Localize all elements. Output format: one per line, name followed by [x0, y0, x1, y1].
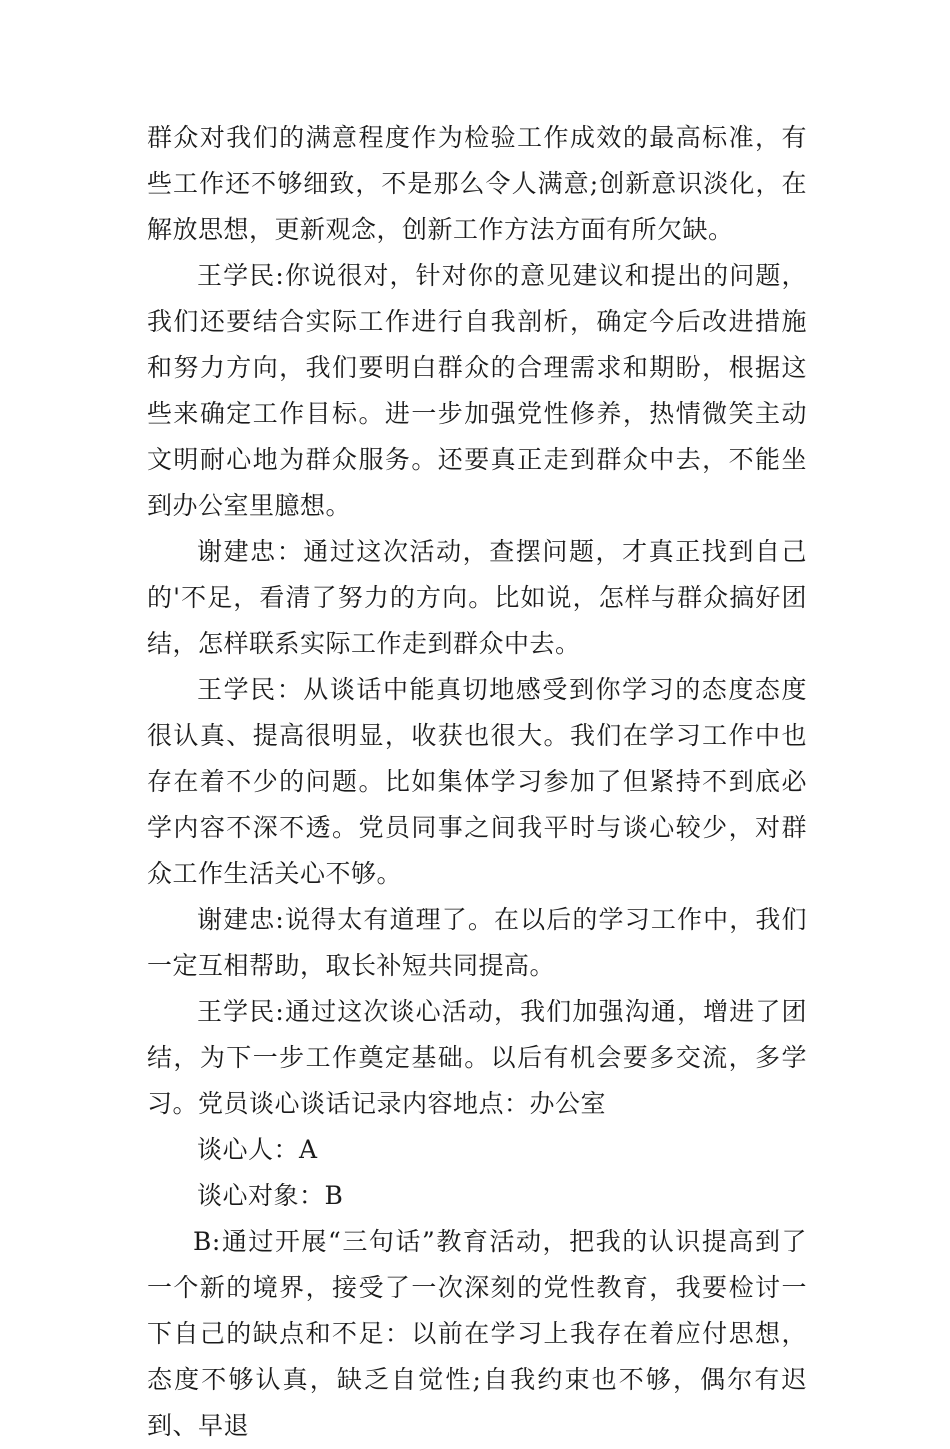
paragraph-wang-reply-3: 王学民:通过这次谈心活动，我们加强沟通，增进了团结，为下一步工作奠定基础。以后有机会要多交流，多学习。党员谈心谈话记录内容地点：办公室 [147, 997, 807, 1118]
paragraph-talk-target: 谈心对象：B [197, 1181, 344, 1210]
paragraph-continued: 群众对我们的满意程度作为检验工作成效的最高标准，有些工作还不够细致，不是那么令人满意;创新意识淡化，在解放思想，更新观念，创新工作方法方面有所欠缺。 [147, 123, 807, 244]
paragraph-xie-2: 谢建忠:说得太有道理了。在以后的学习工作中，我们一定互相帮助，取长补短共同提高。 [147, 905, 807, 980]
document-body [147, 115, 807, 1449]
paragraph-wang-reply-1: 王学民:你说很对，针对你的意见建议和提出的问题，我们还要结合实际工作进行自我剖析，确定今后改进措施和努力方向，我们要明白群众的合理需求和期盼，根据这些来确定工作目标。进一步加强党性修养，热情微笑主动文明耐心地为群众服务。还要真正走到群众中去，不能坐到办公室里臆想。 [147, 261, 807, 520]
paragraph-b-statement: B:通过开展“三句话”教育活动，把我的认识提高到了一个新的境界，接受了一次深刻的党性教育，我要检讨一下自己的缺点和不足：以前在学习上我存在着应付思想，态度不够认真，缺乏自觉性;自我约束也不够，偶尔有迟到、早退 [147, 1227, 807, 1440]
paragraph-wang-reply-2: 王学民：从谈话中能真切地感受到你学习的态度态度很认真、提高很明显，收获也很大。我们在学习工作中也存在着不少的问题。比如集体学习参加了但紧持不到底必学内容不深不透。党员同事之间我平时与谈心较少，对群众工作生活关心不够。 [147, 675, 807, 888]
paragraph-talker: 谈心人：A [197, 1135, 318, 1164]
paragraph-xie-1: 谢建忠：通过这次活动，查摆问题，才真正找到自己的'不足，看清了努力的方向。比如说，怎样与群众搞好团结，怎样联系实际工作走到群众中去。 [147, 537, 807, 658]
